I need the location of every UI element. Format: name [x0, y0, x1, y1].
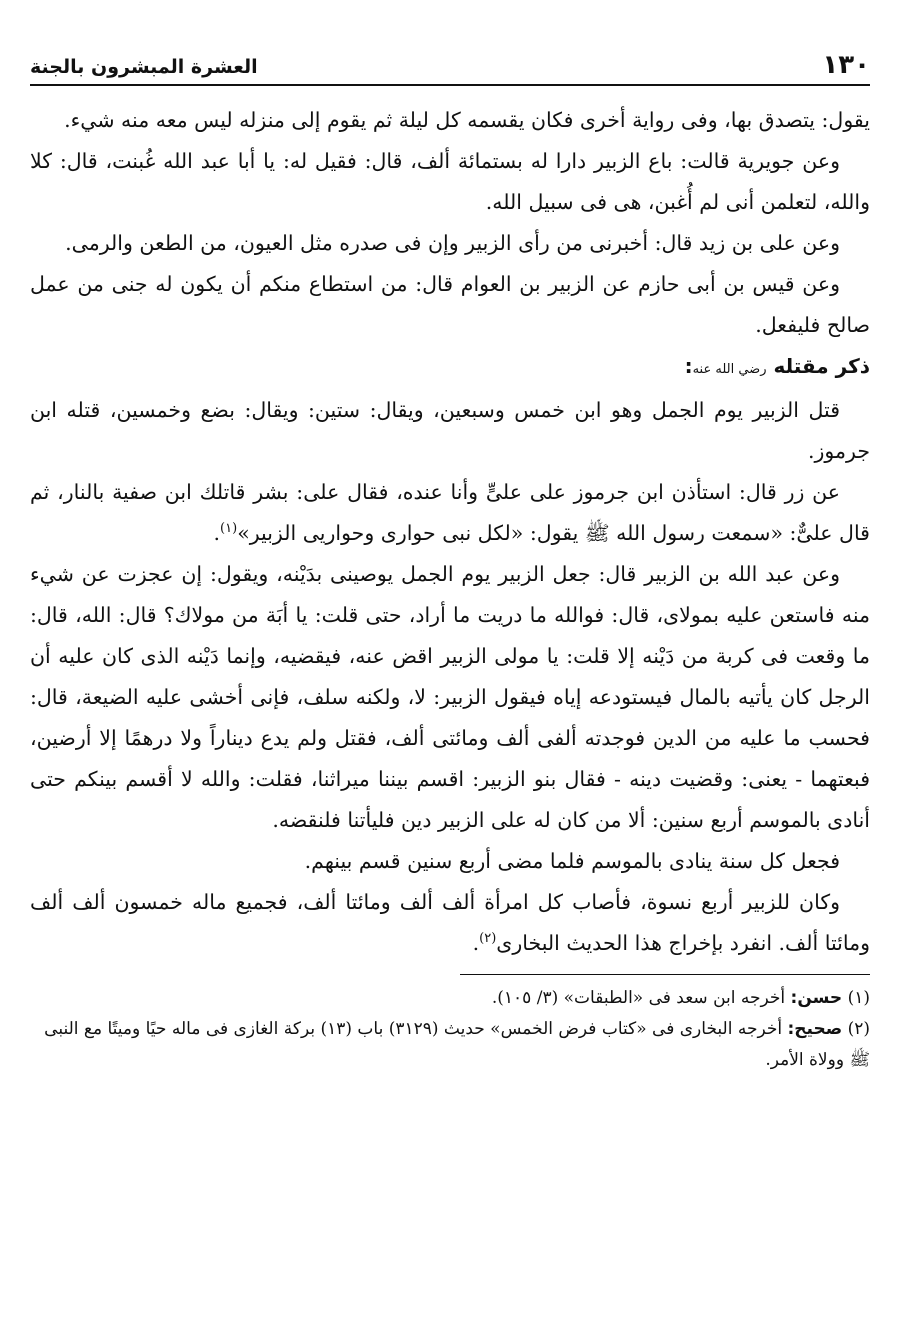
heading-colon: : [684, 354, 693, 378]
footnote-marker: (١) [847, 988, 870, 1008]
paragraph-end: . [472, 931, 480, 955]
paragraph: وعن على بن زيد قال: أخبرنى من رأى الزبير وإن فى صدره مثل العيون، من الطعن والرمى. [65, 231, 840, 255]
paragraph: قتل الزبير يوم الجمل وهو ابن خمس وسبعين، ويقال: ستين: ويقال: بضع وخمسين، قتله ابن جرموز. [30, 398, 870, 463]
book-page [30, 52, 870, 1076]
section-heading [30, 346, 870, 390]
footnote-text: أخرجه ابن سعد فى «الطبقات» (٣/ ١٠٥). [491, 988, 786, 1008]
paragraph: يقول: يتصدق بها، وفى رواية أخرى فكان يقسمه كل ليلة ثم يقوم إلى منزله ليس معه منه شيء. [64, 108, 870, 132]
page-number: ١٣٠ [822, 50, 870, 80]
honorific: رضي الله عنه [692, 362, 767, 377]
section-heading-text: ذكر مقتله [773, 354, 870, 378]
footnote-ref: (١) [220, 521, 238, 537]
main-text [30, 100, 870, 964]
footnotes [30, 983, 870, 1076]
footnote-ref: (٢) [479, 931, 497, 947]
footnote [30, 1014, 870, 1076]
footnote-text: أخرجه البخارى فى «كتاب فرض الخمس» حديث (٣١٢٩) باب (١٣) بركة الغازى فى ماله حيًا وميتًا مع النبى ﷺ وولاة الأمر. [44, 1019, 870, 1070]
footnote-marker: (٢) [847, 1019, 870, 1039]
footnote-grade: حسن: [790, 988, 843, 1008]
footnote [30, 983, 870, 1014]
paragraph: وعن قيس بن أبى حازم عن الزبير بن العوام قال: من استطاع منكم أن يكون له جنى من عمل صالح فليفعل. [30, 272, 870, 337]
page-header [30, 52, 870, 86]
paragraph [30, 472, 870, 554]
paragraph: وعن عبد الله بن الزبير قال: جعل الزبير يوم الجمل يوصينى بدَيْنه، ويقول: إن عجزت عن شيء منه فاستعن عليه بمولاى، قال: فوالله ما دريت ما أراد، حتى قلت: يا أبَة من مولاك؟ قال: الله، قال: ما وقعت فى كربة من دَيْنه إلا قلت: يا مولى الزبير اقض عنه، فيقضيه، وإنما دَيْنه الذى كان عليه أن الرجل كان يأتيه بالمال فيستودعه إياه فيقول الزبير: لا، ولكنه سلف، فإنى أخشى عليه الضيعة، قال: فحسب ما عليه من الدين فوجدته ألفى ألف ومائتى ألف، فقتل ولم يدع ديناراً ولا درهمًا إلا أرضين، فبعتهما - يعنى: وقضيت دينه - فقال بنو الزبير: اقسم بيننا ميراثنا، فقلت: والله لا أقسم بينكم حتى أنادى بالموسم أربع سنين: ألا من كان له على الزبير دين فليأتنا فلنقضه. [30, 562, 870, 832]
paragraph [30, 882, 870, 964]
paragraph: وعن جويرية قالت: باع الزبير دارا له بستمائة ألف، قال: فقيل له: يا أبا عبد الله غُبنت، قال: كلا والله، لتعلمن أنى لم أُغبن، هى فى سبيل الله. [30, 149, 870, 214]
footnote-grade: صحيح: [787, 1019, 843, 1039]
paragraph-text: عن زر قال: استأذن ابن جرموز على علىٍّ وأنا عنده، فقال على: بشر قاتلك ابن صفية بالنار، ثم قال علىٌّ: «سمعت رسول الله ﷺ يقول: «لكل نبى حوارى وحواريى الزبير» [30, 480, 870, 545]
paragraph-text: وكان للزبير أربع نسوة، فأصاب كل امرأة ألف ألف ومائتا ألف، فجميع ماله خمسون ألف ألف ومائتا ألف. انفرد بإخراج هذا الحديث البخارى [30, 890, 870, 955]
running-title: العشرة المبشرون بالجنة [30, 56, 258, 78]
paragraph: فجعل كل سنة ينادى بالموسم فلما مضى أربع سنين قسم بينهم. [304, 849, 840, 873]
paragraph-end: . [213, 521, 221, 545]
footnote-divider [460, 974, 870, 975]
